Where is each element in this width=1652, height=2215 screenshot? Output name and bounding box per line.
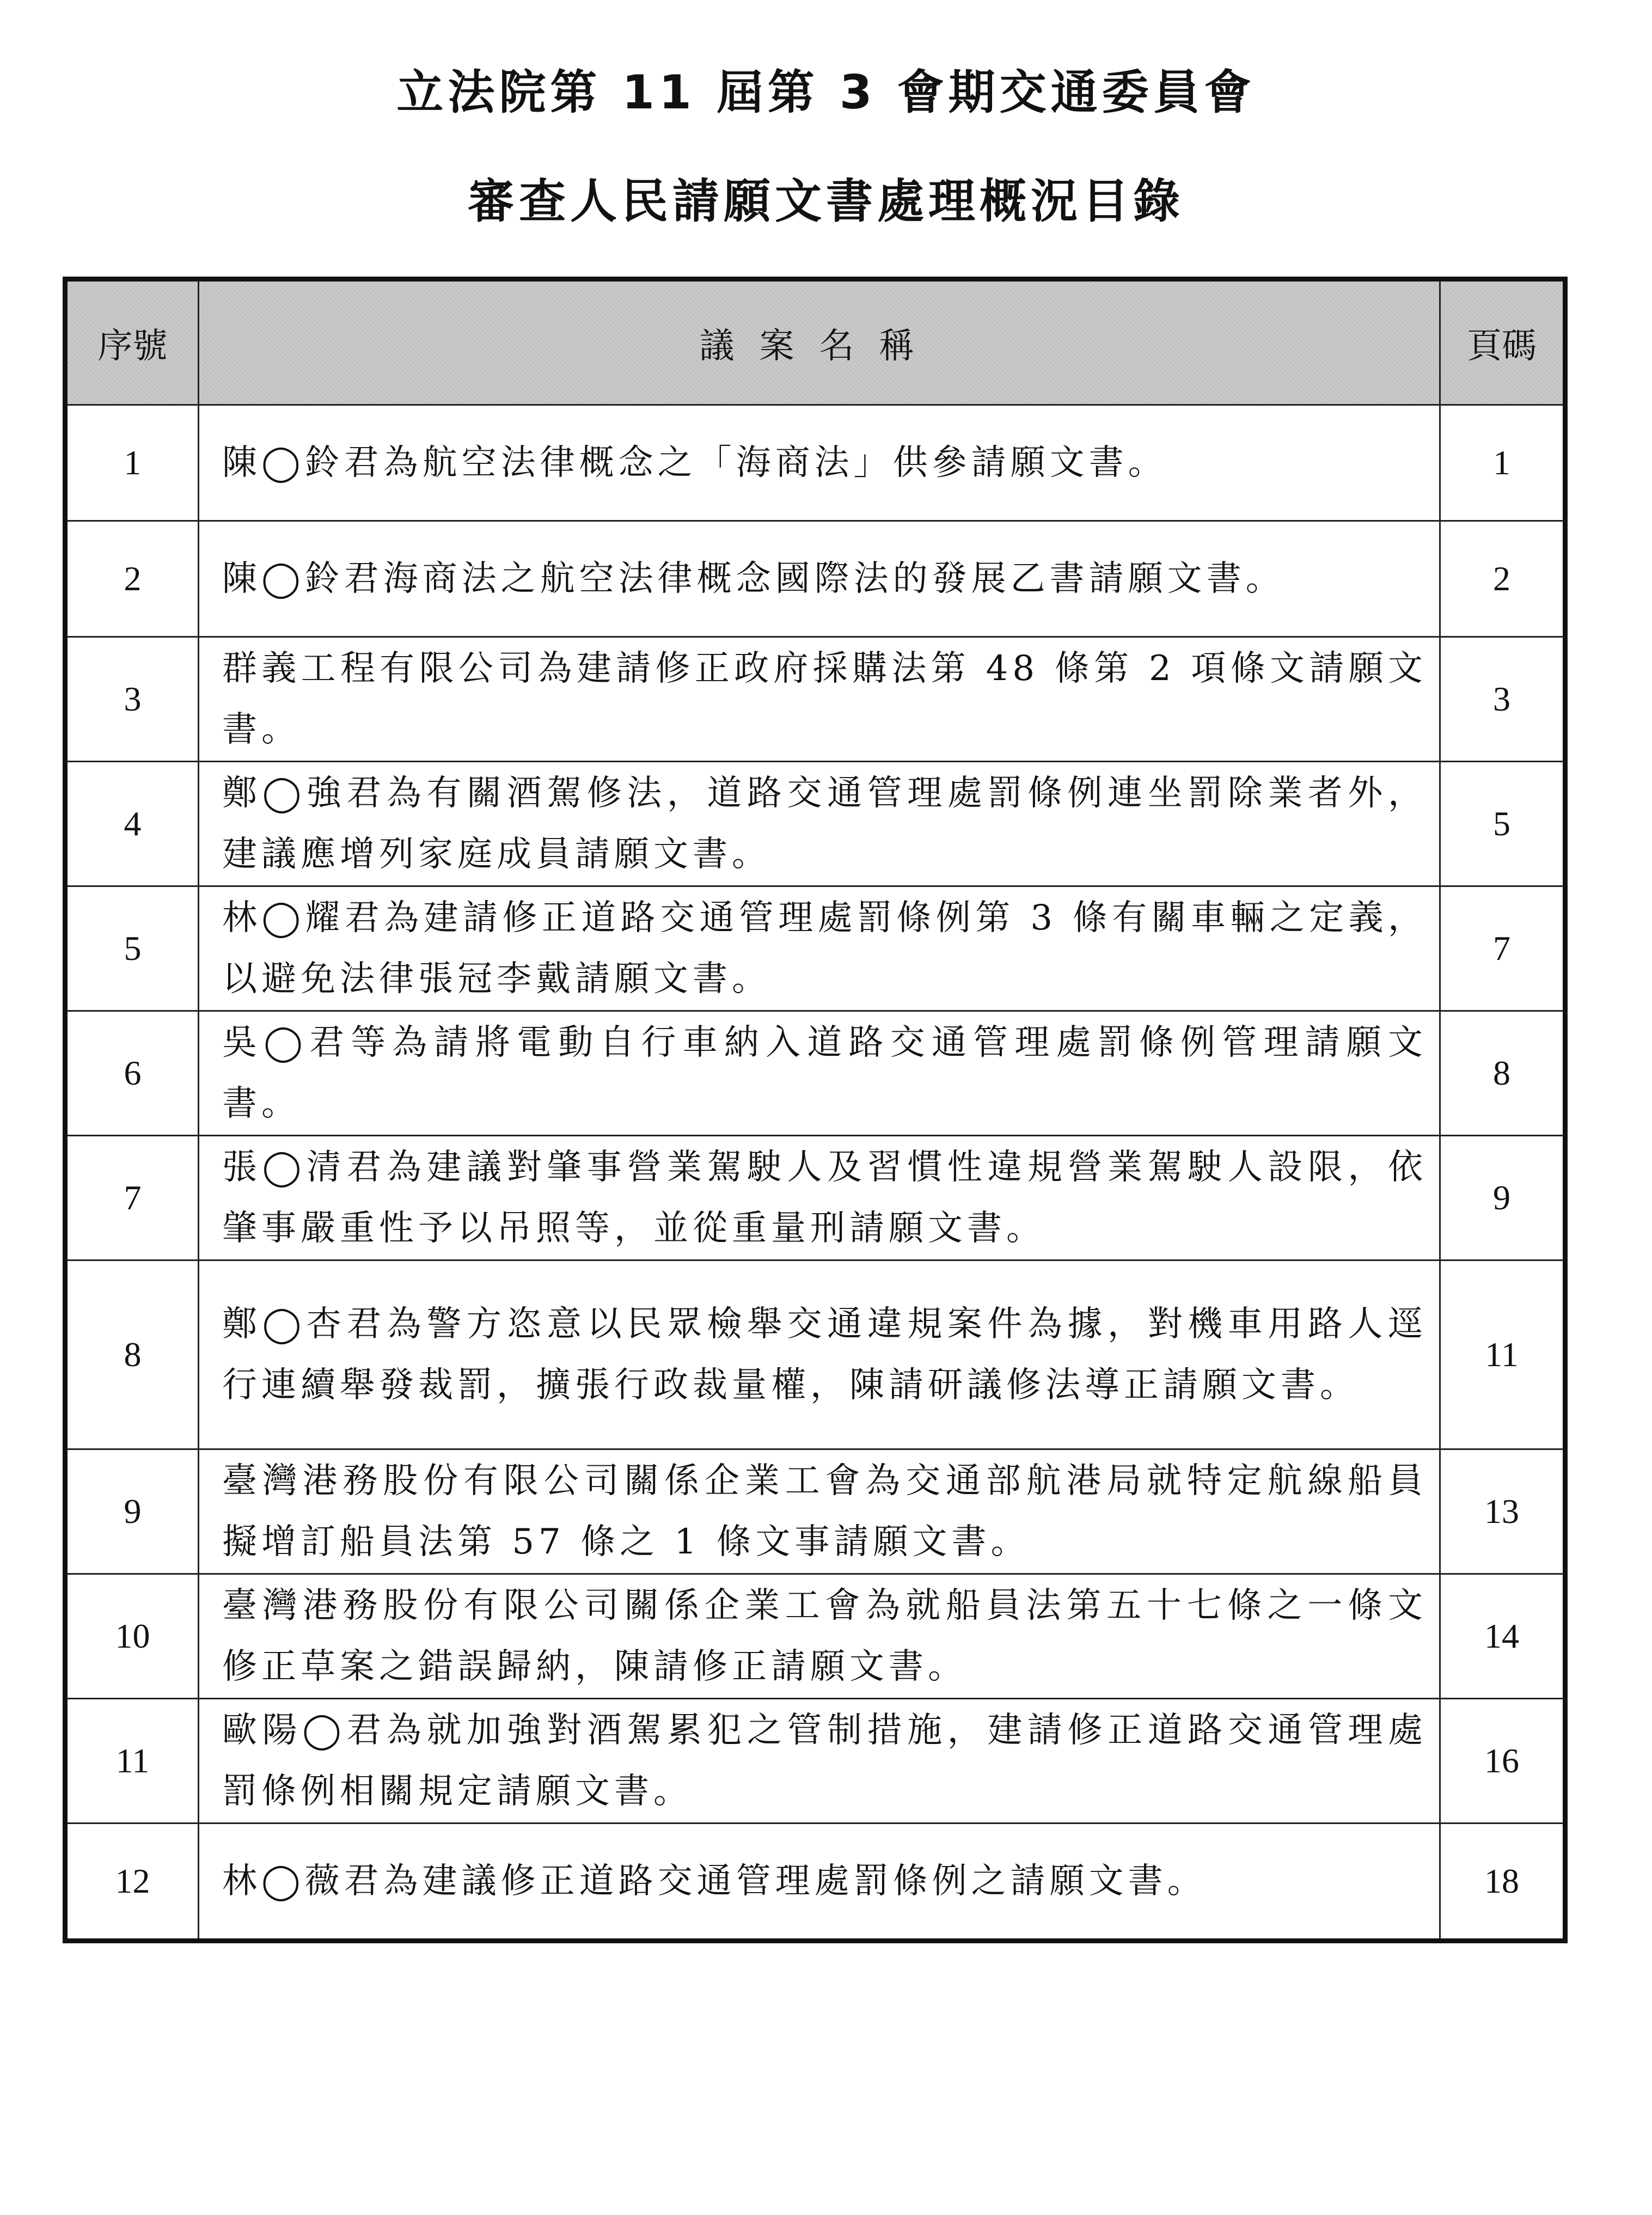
- row-serial-number: 10: [65, 1574, 199, 1699]
- row-bill-name: 吳◯君等為請將電動自行車納入道路交通管理處罰條例管理請願文書。: [199, 1011, 1440, 1136]
- row-serial-number: 11: [65, 1699, 199, 1824]
- row-page-number: 2: [1440, 521, 1565, 637]
- row-bill-name: 歐陽◯君為就加強對酒駕累犯之管制措施，建請修正道路交通管理處罰條例相關規定請願文書。: [199, 1699, 1440, 1824]
- row-page-number: 8: [1440, 1011, 1565, 1136]
- row-page-number: 14: [1440, 1574, 1565, 1699]
- table-row: [65, 886, 1565, 1011]
- row-bill-name: 林◯薇君為建議修正道路交通管理處罰條例之請願文書。: [199, 1824, 1440, 1941]
- row-page-number: 11: [1440, 1261, 1565, 1449]
- table-row: [65, 637, 1565, 762]
- row-bill-name: 鄭◯杏君為警方恣意以民眾檢舉交通違規案件為據，對機車用路人逕行連續舉發裁罰，擴張行政裁量權，陳請研議修法導正請願文書。: [199, 1261, 1440, 1449]
- table-row: [65, 1574, 1565, 1699]
- row-page-number: 16: [1440, 1699, 1565, 1824]
- document-title-block: [0, 60, 1652, 234]
- table-row: [65, 1011, 1565, 1136]
- row-serial-number: 9: [65, 1449, 199, 1574]
- row-serial-number: 2: [65, 521, 199, 637]
- document-title-line2: 審查人民請願文書處理概況目錄: [468, 174, 1184, 229]
- row-serial-number: 12: [65, 1824, 199, 1941]
- table-row: [65, 1261, 1565, 1449]
- row-serial-number: 1: [65, 405, 199, 521]
- row-bill-name: 臺灣港務股份有限公司關係企業工會為就船員法第五十七條之一條文修正草案之錯誤歸納，陳請修正請願文書。: [199, 1574, 1440, 1699]
- row-page-number: 1: [1440, 405, 1565, 521]
- row-serial-number: 3: [65, 637, 199, 762]
- row-serial-number: 5: [65, 886, 199, 1011]
- table-row: [65, 405, 1565, 521]
- header-bill-name: 議案名稱: [199, 279, 1440, 405]
- row-page-number: 7: [1440, 886, 1565, 1011]
- row-bill-name: 群義工程有限公司為建請修正政府採購法第 48 條第 2 項條文請願文書。: [199, 637, 1440, 762]
- header-page-number: 頁碼: [1440, 279, 1565, 405]
- petition-table-container: [63, 277, 1563, 1943]
- row-serial-number: 7: [65, 1136, 199, 1261]
- row-page-number: 3: [1440, 637, 1565, 762]
- row-page-number: 9: [1440, 1136, 1565, 1261]
- petition-table: [63, 277, 1568, 1943]
- row-bill-name: 陳◯鈴君海商法之航空法律概念國際法的發展乙書請願文書。: [199, 521, 1440, 637]
- table-row: [65, 521, 1565, 637]
- row-bill-name: 林◯耀君為建請修正道路交通管理處罰條例第 3 條有關車輛之定義，以避免法律張冠李戴請願文書。: [199, 886, 1440, 1011]
- row-serial-number: 8: [65, 1261, 199, 1449]
- row-page-number: 13: [1440, 1449, 1565, 1574]
- row-serial-number: 6: [65, 1011, 199, 1136]
- row-bill-name: 臺灣港務股份有限公司關係企業工會為交通部航港局就特定航線船員擬增訂船員法第 57 條之 1 條文事請願文書。: [199, 1449, 1440, 1574]
- row-page-number: 5: [1440, 762, 1565, 886]
- row-bill-name: 張◯清君為建議對肇事營業駕駛人及習慣性違規營業駕駛人設限，依肇事嚴重性予以吊照等，並從重量刑請願文書。: [199, 1136, 1440, 1261]
- row-serial-number: 4: [65, 762, 199, 886]
- row-bill-name: 陳◯鈴君為航空法律概念之「海商法」供參請願文書。: [199, 405, 1440, 521]
- table-header-row: [65, 279, 1565, 405]
- table-row: [65, 1449, 1565, 1574]
- row-bill-name: 鄭◯強君為有關酒駕修法，道路交通管理處罰條例連坐罰除業者外，建議應增列家庭成員請願文書。: [199, 762, 1440, 886]
- document-title-line1: 立法院第 11 屆第 3 會期交通委員會: [396, 65, 1256, 120]
- table-row: [65, 1699, 1565, 1824]
- table-row: [65, 762, 1565, 886]
- header-serial-number: 序號: [65, 279, 199, 405]
- row-page-number: 18: [1440, 1824, 1565, 1941]
- table-row: [65, 1824, 1565, 1941]
- table-row: [65, 1136, 1565, 1261]
